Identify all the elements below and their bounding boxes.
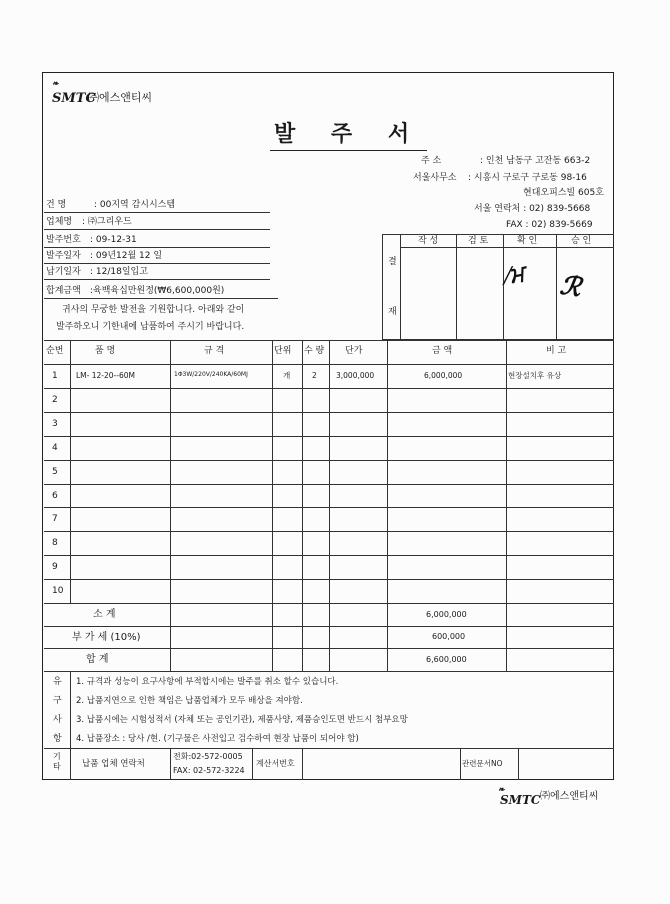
table-cell-row-unit: 개 bbox=[283, 371, 291, 380]
col-header-item: 품 명 bbox=[95, 346, 116, 356]
approval-header-review: 검 토 bbox=[468, 236, 489, 246]
col-header-qty: 수 량 bbox=[304, 346, 325, 356]
total-amount-value: :육백육십만원정(₩6,600,000원) bbox=[90, 286, 225, 296]
related-doc-label: 관련문서NO bbox=[462, 759, 503, 768]
vat-label: 부 가 세 (10%) bbox=[72, 632, 141, 643]
table-cell-row-spec: 1Φ3W/220V/240KA/60MJ bbox=[174, 371, 248, 378]
subtotal-value: 6,000,000 bbox=[426, 610, 467, 619]
vendor-fax: FAX: 02-572-3224 bbox=[173, 766, 245, 775]
table-cell-row-no: 6 bbox=[52, 490, 58, 501]
vat-value: 600,000 bbox=[432, 632, 466, 641]
order-no-value: : 09-12-31 bbox=[90, 235, 137, 245]
total-amount-label: 합계금액 bbox=[46, 286, 81, 296]
address-label: 주 소 bbox=[421, 156, 442, 166]
grand-total-label: 합 계 bbox=[86, 654, 109, 665]
message-line-2: 발주하오니 기한내에 납품하여 주시기 바랍니다. bbox=[56, 322, 245, 332]
seoul-office-value-2: 현대오피스빌 605호 bbox=[523, 188, 604, 198]
table-cell-row-no: 7 bbox=[52, 514, 58, 525]
approval-header-write: 작 성 bbox=[418, 236, 439, 246]
col-header-amount: 금 액 bbox=[432, 346, 453, 356]
fax-number: FAX : 02) 839-5669 bbox=[506, 220, 593, 230]
approval-header-confirm: 확 인 bbox=[517, 236, 538, 246]
grand-total-value: 6,600,000 bbox=[426, 655, 467, 664]
project-label: 건 명 bbox=[46, 200, 67, 210]
table-cell-row-price: 3,000,000 bbox=[336, 371, 375, 380]
table-cell-row-no: 9 bbox=[52, 562, 58, 573]
col-header-note: 비 고 bbox=[546, 346, 567, 356]
order-date-label: 발주일자 bbox=[46, 251, 81, 261]
notes-side-2: 구 bbox=[53, 696, 62, 706]
table-cell-row-qty: 2 bbox=[312, 371, 317, 380]
vendor-contact-label: 납품 업체 연락처 bbox=[82, 759, 145, 769]
table-cell-row-no: 10 bbox=[52, 586, 64, 597]
approval-header-approve: 승 인 bbox=[571, 236, 592, 246]
table-cell-row-item: LM- 12-20--60M bbox=[76, 371, 135, 380]
note-item-2: 2. 납품지연으로 인한 책임은 납품업체가 모두 배상을 져야함. bbox=[76, 696, 303, 706]
vendor-value: : ㈜그리우드 bbox=[82, 217, 132, 227]
footer-side-label: 기 타 bbox=[53, 752, 61, 771]
table-cell-row-no: 3 bbox=[52, 418, 58, 429]
notes-side-4: 항 bbox=[53, 734, 62, 744]
col-header-no: 순번 bbox=[46, 346, 64, 356]
approval-side-label-1: 결 bbox=[388, 257, 397, 267]
order-no-label: 발주번호 bbox=[46, 235, 81, 245]
note-item-4: 4. 납품장소 : 당사 /현. (기구물은 사전입고 검수하여 현장 납품이 되어야 함) bbox=[76, 734, 359, 744]
message-line-1: 귀사의 무궁한 발전을 기원합니다. 아래와 같이 bbox=[62, 305, 245, 315]
footer-company-name: ㈜에스앤티씨 bbox=[540, 791, 599, 802]
footer-logo: SMTC bbox=[500, 793, 541, 807]
col-header-spec: 규 격 bbox=[204, 346, 225, 356]
notes-side-3: 사 bbox=[53, 715, 62, 725]
vendor-label: 업체명 bbox=[46, 217, 73, 227]
footer-logo-icon: ❧ bbox=[498, 784, 505, 794]
note-item-1: 1. 규격과 성능이 요구사항에 부적합시에는 발주를 취소 할수 있습니다. bbox=[76, 677, 339, 687]
signature-approve: ℛ bbox=[558, 270, 583, 304]
subtotal-label: 소 계 bbox=[93, 609, 116, 620]
table-cell-row-no: 5 bbox=[52, 466, 58, 477]
logo-icon: ❧ bbox=[52, 78, 59, 88]
company-logo: SMTC bbox=[52, 91, 96, 106]
signature-confirm: ⁄ਮ bbox=[503, 260, 527, 290]
table-cell-row-no: 4 bbox=[52, 442, 58, 453]
table-cell-row-amount: 6,000,000 bbox=[424, 371, 463, 380]
delivery-date-label: 납기일자 bbox=[46, 267, 81, 277]
table-cell-row-note: 현장설치후 유상 bbox=[508, 371, 562, 380]
approval-side-label-2: 재 bbox=[388, 307, 397, 317]
table-cell-row-no: 8 bbox=[52, 538, 58, 549]
address-value: : 인천 남동구 고잔동 663-2 bbox=[480, 156, 591, 166]
table-cell-row-no: 2 bbox=[52, 394, 58, 405]
vendor-tel: 전화:02-572-0005 bbox=[173, 752, 243, 761]
delivery-date-value: : 12/18일입고 bbox=[90, 267, 148, 277]
note-item-3: 3. 납품시에는 시험성적서 (자체 또는 공인기관), 제품사양, 제품승인도면 반드시 첨부요망 bbox=[76, 715, 408, 725]
seoul-office-value: : 시흥시 구로구 구로동 98-16 bbox=[468, 173, 587, 183]
notes-side-1: 유 bbox=[53, 677, 62, 687]
company-name: ㈜에스앤티씨 bbox=[88, 91, 153, 104]
page-title: 발 주 서 bbox=[270, 117, 427, 151]
table-cell-row-no: 1 bbox=[52, 371, 58, 381]
order-date-value: : 09년12월 12 일 bbox=[90, 251, 163, 261]
invoice-no-label: 계산서번호 bbox=[256, 759, 295, 768]
seoul-office-label: 서울사무소 bbox=[413, 173, 457, 183]
seoul-contact: 서울 연락처 : 02) 839-5668 bbox=[474, 204, 591, 214]
col-header-price: 단가 bbox=[345, 346, 363, 356]
col-header-unit: 단위 bbox=[274, 346, 292, 356]
project-value: : 00지역 감시시스템 bbox=[94, 200, 176, 210]
